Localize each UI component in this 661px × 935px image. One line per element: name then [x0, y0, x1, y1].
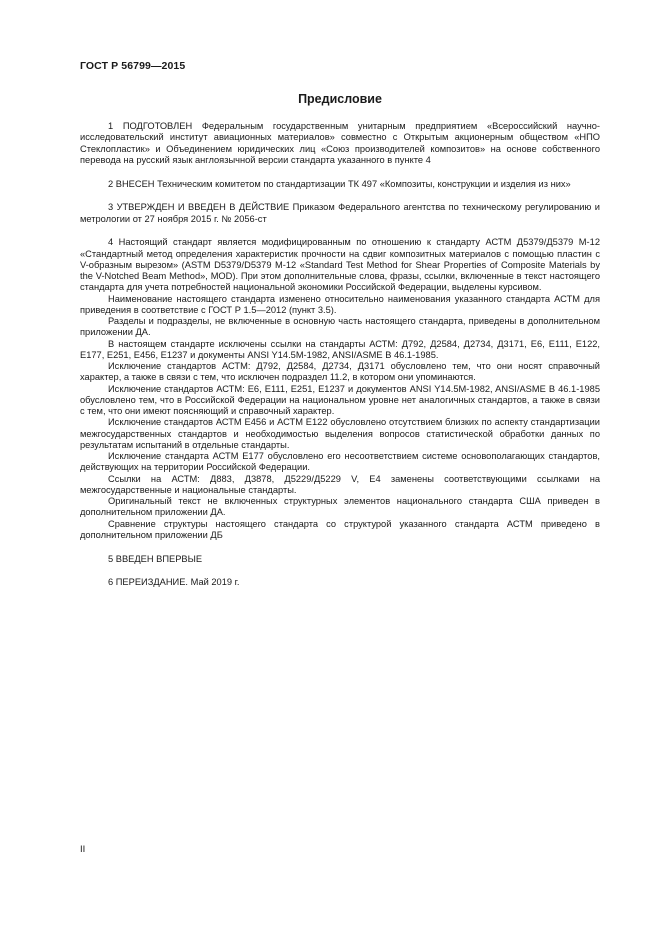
paragraph-4-exclusion-e177: Исключение стандарта АСТМ Е177 обусловлено его несоответствием системе основополагающих стандартов, действующих на территории Российской Федерации. [80, 451, 600, 473]
paragraph-1-prepared: 1 ПОДГОТОВЛЕН Федеральным государственным унитарным предприятием «Всероссийский научно-исследовательский институт авиационных материалов» совместно с Открытым акционерным обществом «НПО Стеклопластик» и Объединением юридических лиц «Союз производителей композитов» на основе собственного перевода на русский язык англоязычной версии стандарта указанного в пункте 4 [80, 121, 600, 165]
paragraph-5-first-introduced: 5 ВВЕДЕН ВПЕРВЫЕ [108, 553, 203, 564]
paragraph-4-replaced-refs: Ссылки на АСТМ: Д883, Д3878, Д5229/Д5229 V, Е4 заменены соответствующими ссылками на межгосударственные и национальные стандарты. [80, 473, 600, 495]
paragraph-2-introduced: 2 ВНЕСЕН Техническим комитетом по стандартизации ТК 497 «Композиты, конструкции и изделия из них» [108, 178, 571, 189]
page-title: Предисловие [298, 92, 382, 106]
foreword-body [80, 121, 600, 589]
paragraph-6-reissue: 6 ПЕРЕИЗДАНИЕ. Май 2019 г. [108, 577, 240, 588]
paragraph-4-exclusion-statistics: Исключение стандартов АСТМ Е456 и АСТМ Е122 обусловлено отсутствием близких по аспекту стандартизации межгосударственных стандартов и необходимостью выделения вопросов статистической обработки данных по результатам испытаний в отдельные стандарты. [80, 417, 600, 450]
paragraph-3-approved: 3 УТВЕРЖДЕН И ВВЕДЕН В ДЕЙСТВИЕ Приказом Федерального агентства по техническому регулированию и метрологии от 27 ноября 2015 г. № 2056-ст [80, 202, 600, 224]
paragraph-4-original-text: Оригинальный текст не включенных структурных элементов национального стандарта США приведен в дополнительном приложении ДА. [80, 496, 600, 518]
paragraph-4-structure-comparison: Сравнение структуры настоящего стандарта со структурой указанного стандарта АСТМ приведено в дополнительном приложении ДБ [80, 518, 600, 540]
paragraph-4-sections: Разделы и подразделы, не включенные в основную часть настоящего стандарта, приведены в дополнительном приложении ДА. [80, 316, 600, 338]
paragraph-4-excluded-refs: В настоящем стандарте исключены ссылки на стандарты АСТМ: Д792, Д2584, Д2734, Д3171, Е6, Е111, Е122, Е177, Е251, Е456, Е1237 и документы ANSI Y14.5M-1982, ANSI/ASME В 46.1-1985. [80, 338, 600, 360]
paragraph-4-modification: 4 Настоящий стандарт является модифицированным по отношению к стандарту АСТМ Д5379/Д5379 М-12 «Стандартный метод определения характеристик прочности на сдвиг композитных материалов с помощью пластин с V-образным вырезом» (ASTM D5379/D5379 М-12 «Standard Test Method for Shear Properties of Composite Materials by the V-Notched Beam Method», MOD). При этом дополнительные слова, фразы, ссылки, включенные в текст настоящего стандарта для учета потребностей национальной экономики Российской Федерации, выделены курсивом. [80, 237, 600, 293]
document-designation: ГОСТ Р 56799—2015 [80, 60, 186, 72]
paragraph-4-title-change: Наименование настоящего стандарта изменено относительно наименования указанного стандарта АСТМ для приведения в соответствие с ГОСТ Р 1.5—2012 (пункт 3.5). [80, 293, 600, 315]
paragraph-4-exclusion-no-analogs: Исключение стандартов АСТМ: Е6, Е111, Е251, Е1237 и документов ANSI Y14.5M-1982, ANSI/ASME В 46.1-1985 обусловлено тем, что в Российской Федерации на национальном уровне нет аналогичных стандартов, а также в связи с тем, что они имеют поясняющий и справочный характер. [80, 383, 600, 416]
page-number: II [80, 844, 86, 855]
paragraph-4-exclusion-reference: Исключение стандартов АСТМ: Д792, Д2584, Д2734, Д3171 обусловлено тем, что они носят справочный характер, а также в связи с тем, что исключен подраздел 11.2, в котором они упоминаются. [80, 361, 600, 383]
